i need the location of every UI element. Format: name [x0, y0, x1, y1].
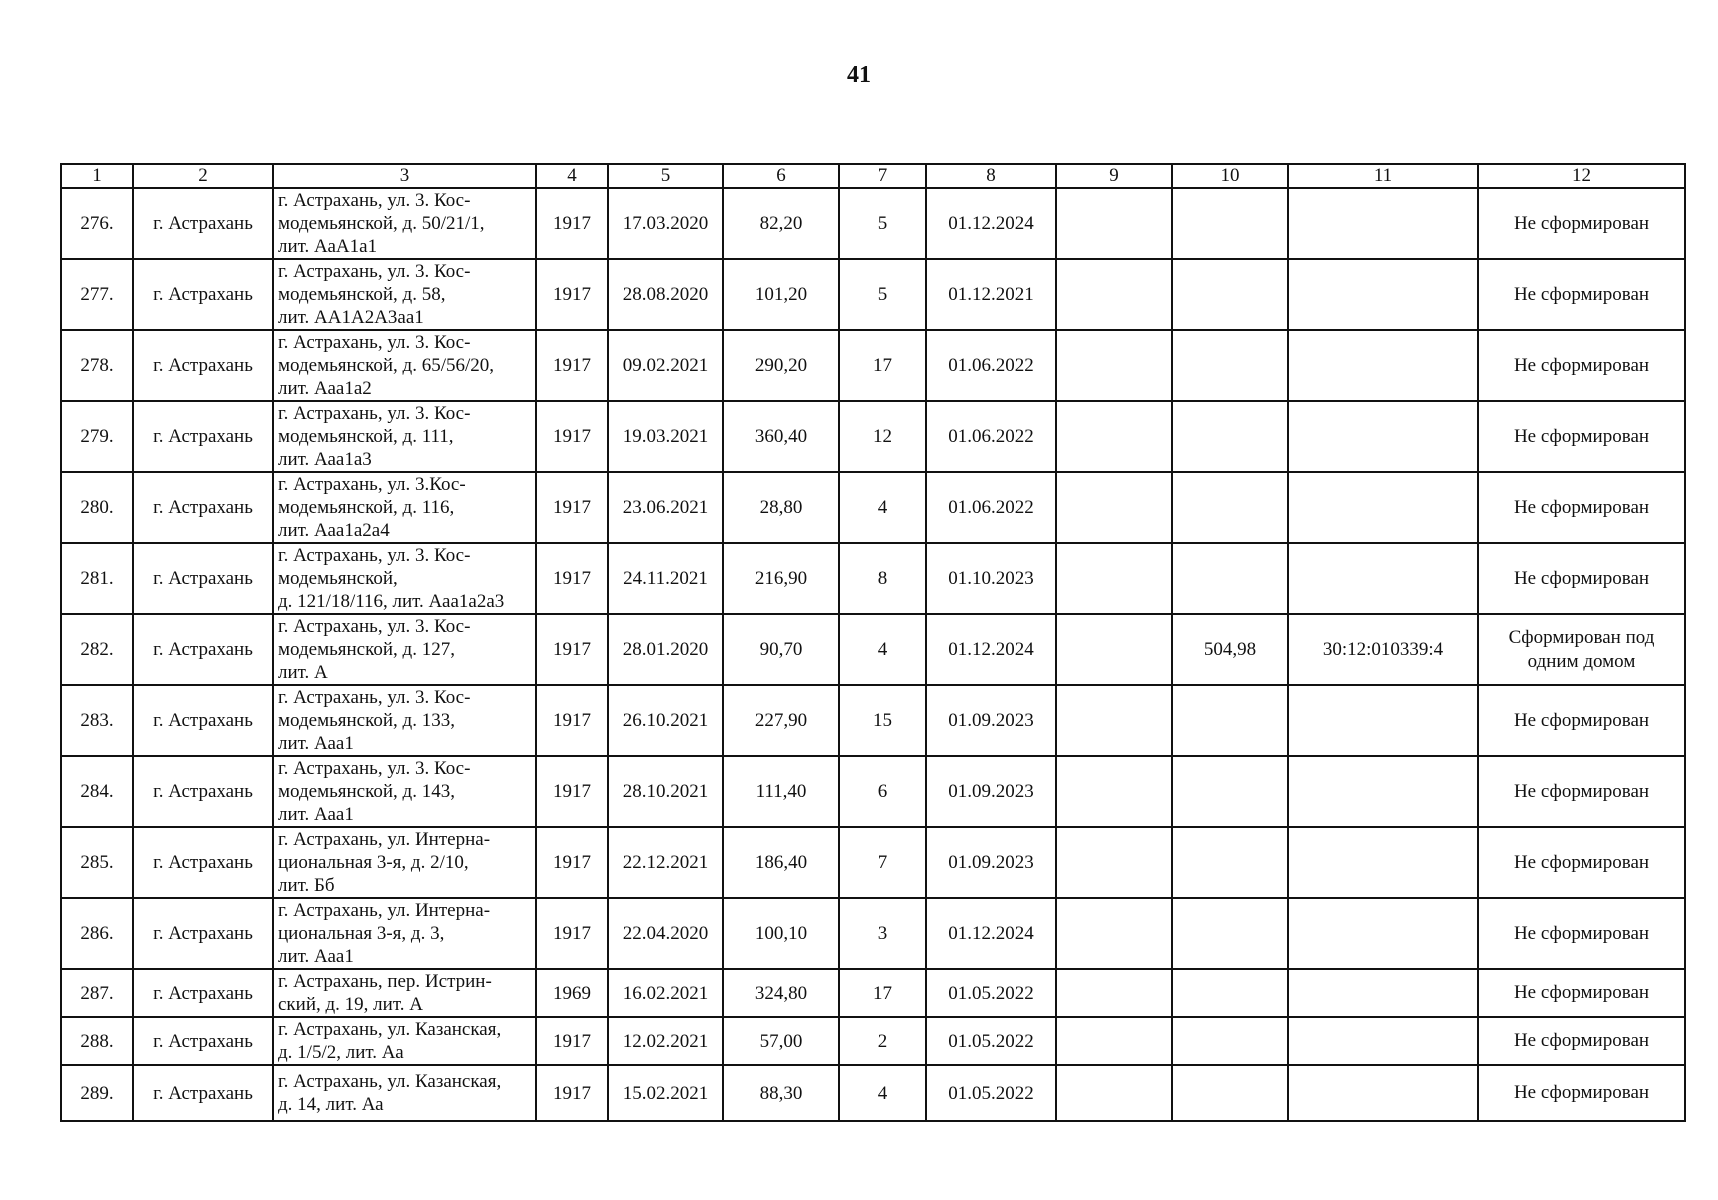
- count-cell: 8: [839, 543, 926, 614]
- status-cell: Сформирован под одним домом: [1478, 614, 1685, 685]
- row-number-cell: 277.: [61, 259, 133, 330]
- cadastral-number-cell: 30:12:010339:4: [1288, 614, 1478, 685]
- area-cell: 324,80: [723, 969, 839, 1017]
- count-cell: 15: [839, 685, 926, 756]
- status-cell: Не сформирован: [1478, 756, 1685, 827]
- city-cell: г. Астрахань: [133, 330, 273, 401]
- land-area-cell: [1172, 188, 1288, 259]
- year-cell: 1917: [536, 1065, 608, 1121]
- column-header-11: 11: [1288, 164, 1478, 188]
- city-cell: г. Астрахань: [133, 756, 273, 827]
- deadline-cell: 01.12.2024: [926, 898, 1056, 969]
- cadastral-number-cell: [1288, 827, 1478, 898]
- deadline-cell: 01.06.2022: [926, 330, 1056, 401]
- column-9-cell: [1056, 685, 1172, 756]
- city-cell: г. Астрахань: [133, 543, 273, 614]
- column-header-7: 7: [839, 164, 926, 188]
- column-header-12: 12: [1478, 164, 1685, 188]
- area-cell: 88,30: [723, 1065, 839, 1121]
- column-header-2: 2: [133, 164, 273, 188]
- area-cell: 111,40: [723, 756, 839, 827]
- land-area-cell: [1172, 1065, 1288, 1121]
- land-area-cell: [1172, 756, 1288, 827]
- column-9-cell: [1056, 401, 1172, 472]
- year-cell: 1917: [536, 259, 608, 330]
- table-row: [61, 259, 1685, 330]
- row-number-cell: 283.: [61, 685, 133, 756]
- cadastral-number-cell: [1288, 188, 1478, 259]
- status-cell: Не сформирован: [1478, 401, 1685, 472]
- city-cell: г. Астрахань: [133, 401, 273, 472]
- address-cell: г. Астрахань, пер. Истрин- ский, д. 19, лит. А: [273, 969, 536, 1017]
- deadline-cell: 01.09.2023: [926, 756, 1056, 827]
- column-header-5: 5: [608, 164, 723, 188]
- column-9-cell: [1056, 472, 1172, 543]
- address-cell: г. Астрахань, ул. Интерна- циональная 3-я, д. 3, лит. Ааа1: [273, 898, 536, 969]
- year-cell: 1917: [536, 543, 608, 614]
- status-cell: Не сформирован: [1478, 330, 1685, 401]
- cadastral-number-cell: [1288, 756, 1478, 827]
- count-cell: 6: [839, 756, 926, 827]
- column-9-cell: [1056, 969, 1172, 1017]
- count-cell: 12: [839, 401, 926, 472]
- row-number-cell: 281.: [61, 543, 133, 614]
- cadastral-number-cell: [1288, 1017, 1478, 1065]
- row-number-cell: 289.: [61, 1065, 133, 1121]
- date-cell: 09.02.2021: [608, 330, 723, 401]
- row-number-cell: 280.: [61, 472, 133, 543]
- table-row: [61, 1065, 1685, 1121]
- column-9-cell: [1056, 330, 1172, 401]
- year-cell: 1917: [536, 827, 608, 898]
- table-row: [61, 188, 1685, 259]
- date-cell: 28.08.2020: [608, 259, 723, 330]
- row-number-cell: 288.: [61, 1017, 133, 1065]
- date-cell: 22.04.2020: [608, 898, 723, 969]
- deadline-cell: 01.12.2021: [926, 259, 1056, 330]
- date-cell: 26.10.2021: [608, 685, 723, 756]
- column-header-8: 8: [926, 164, 1056, 188]
- land-area-cell: [1172, 330, 1288, 401]
- deadline-cell: 01.10.2023: [926, 543, 1056, 614]
- row-number-cell: 278.: [61, 330, 133, 401]
- cadastral-number-cell: [1288, 685, 1478, 756]
- address-cell: г. Астрахань, ул. Казанская, д. 1/5/2, лит. Аа: [273, 1017, 536, 1065]
- table-row: [61, 827, 1685, 898]
- housing-registry-table: [60, 163, 1686, 1122]
- table-row: [61, 543, 1685, 614]
- column-9-cell: [1056, 188, 1172, 259]
- date-cell: 15.02.2021: [608, 1065, 723, 1121]
- city-cell: г. Астрахань: [133, 969, 273, 1017]
- count-cell: 3: [839, 898, 926, 969]
- year-cell: 1917: [536, 401, 608, 472]
- cadastral-number-cell: [1288, 898, 1478, 969]
- address-cell: г. Астрахань, ул. 3. Кос- модемьянской, д. 121/18/116, лит. Ааа1а2а3: [273, 543, 536, 614]
- area-cell: 100,10: [723, 898, 839, 969]
- area-cell: 227,90: [723, 685, 839, 756]
- year-cell: 1917: [536, 188, 608, 259]
- area-cell: 290,20: [723, 330, 839, 401]
- cadastral-number-cell: [1288, 1065, 1478, 1121]
- year-cell: 1917: [536, 614, 608, 685]
- column-9-cell: [1056, 898, 1172, 969]
- cadastral-number-cell: [1288, 472, 1478, 543]
- row-number-cell: 284.: [61, 756, 133, 827]
- count-cell: 4: [839, 472, 926, 543]
- address-cell: г. Астрахань, ул. 3. Кос- модемьянской, д. 50/21/1, лит. АаА1а1: [273, 188, 536, 259]
- year-cell: 1917: [536, 685, 608, 756]
- date-cell: 17.03.2020: [608, 188, 723, 259]
- count-cell: 5: [839, 188, 926, 259]
- land-area-cell: [1172, 1017, 1288, 1065]
- status-cell: Не сформирован: [1478, 969, 1685, 1017]
- address-cell: г. Астрахань, ул. Интерна- циональная 3-я, д. 2/10, лит. Бб: [273, 827, 536, 898]
- table-row: [61, 1017, 1685, 1065]
- status-cell: Не сформирован: [1478, 685, 1685, 756]
- date-cell: 24.11.2021: [608, 543, 723, 614]
- cadastral-number-cell: [1288, 543, 1478, 614]
- table-row: [61, 898, 1685, 969]
- address-cell: г. Астрахань, ул. 3.Кос- модемьянской, д. 116, лит. Ааа1а2а4: [273, 472, 536, 543]
- column-header-6: 6: [723, 164, 839, 188]
- column-9-cell: [1056, 756, 1172, 827]
- cadastral-number-cell: [1288, 259, 1478, 330]
- area-cell: 186,40: [723, 827, 839, 898]
- column-9-cell: [1056, 827, 1172, 898]
- land-area-cell: [1172, 543, 1288, 614]
- row-number-cell: 287.: [61, 969, 133, 1017]
- deadline-cell: 01.09.2023: [926, 685, 1056, 756]
- count-cell: 4: [839, 614, 926, 685]
- area-cell: 57,00: [723, 1017, 839, 1065]
- land-area-cell: [1172, 827, 1288, 898]
- address-cell: г. Астрахань, ул. 3. Кос- модемьянской, д. 58, лит. АА1А2А3аа1: [273, 259, 536, 330]
- city-cell: г. Астрахань: [133, 685, 273, 756]
- row-number-cell: 279.: [61, 401, 133, 472]
- column-header-10: 10: [1172, 164, 1288, 188]
- table-row: [61, 614, 1685, 685]
- date-cell: 12.02.2021: [608, 1017, 723, 1065]
- area-cell: 28,80: [723, 472, 839, 543]
- date-cell: 19.03.2021: [608, 401, 723, 472]
- date-cell: 16.02.2021: [608, 969, 723, 1017]
- city-cell: г. Астрахань: [133, 259, 273, 330]
- row-number-cell: 276.: [61, 188, 133, 259]
- date-cell: 22.12.2021: [608, 827, 723, 898]
- address-cell: г. Астрахань, ул. 3. Кос- модемьянской, д. 111, лит. Ааа1а3: [273, 401, 536, 472]
- deadline-cell: 01.12.2024: [926, 188, 1056, 259]
- land-area-cell: [1172, 898, 1288, 969]
- column-9-cell: [1056, 614, 1172, 685]
- deadline-cell: 01.06.2022: [926, 472, 1056, 543]
- count-cell: 2: [839, 1017, 926, 1065]
- status-cell: Не сформирован: [1478, 898, 1685, 969]
- date-cell: 28.10.2021: [608, 756, 723, 827]
- column-9-cell: [1056, 259, 1172, 330]
- land-area-cell: 504,98: [1172, 614, 1288, 685]
- column-header-4: 4: [536, 164, 608, 188]
- deadline-cell: 01.12.2024: [926, 614, 1056, 685]
- status-cell: Не сформирован: [1478, 259, 1685, 330]
- column-number-row: [61, 164, 1685, 188]
- table-body: [61, 188, 1685, 1121]
- table-row: [61, 330, 1685, 401]
- city-cell: г. Астрахань: [133, 188, 273, 259]
- page-number: 41: [847, 62, 871, 88]
- address-cell: г. Астрахань, ул. 3. Кос- модемьянской, д. 143, лит. Ааа1: [273, 756, 536, 827]
- deadline-cell: 01.06.2022: [926, 401, 1056, 472]
- cadastral-number-cell: [1288, 330, 1478, 401]
- status-cell: Не сформирован: [1478, 543, 1685, 614]
- deadline-cell: 01.05.2022: [926, 1065, 1056, 1121]
- land-area-cell: [1172, 401, 1288, 472]
- address-cell: г. Астрахань, ул. 3. Кос- модемьянской, д. 65/56/20, лит. Ааа1а2: [273, 330, 536, 401]
- land-area-cell: [1172, 259, 1288, 330]
- city-cell: г. Астрахань: [133, 827, 273, 898]
- year-cell: 1969: [536, 969, 608, 1017]
- status-cell: Не сформирован: [1478, 188, 1685, 259]
- count-cell: 5: [839, 259, 926, 330]
- area-cell: 90,70: [723, 614, 839, 685]
- deadline-cell: 01.05.2022: [926, 969, 1056, 1017]
- column-9-cell: [1056, 1065, 1172, 1121]
- area-cell: 101,20: [723, 259, 839, 330]
- column-9-cell: [1056, 1017, 1172, 1065]
- city-cell: г. Астрахань: [133, 1065, 273, 1121]
- year-cell: 1917: [536, 1017, 608, 1065]
- address-cell: г. Астрахань, ул. 3. Кос- модемьянской, д. 127, лит. А: [273, 614, 536, 685]
- date-cell: 28.01.2020: [608, 614, 723, 685]
- status-cell: Не сформирован: [1478, 1017, 1685, 1065]
- table-row: [61, 685, 1685, 756]
- address-cell: г. Астрахань, ул. Казанская, д. 14, лит. Аа: [273, 1065, 536, 1121]
- city-cell: г. Астрахань: [133, 472, 273, 543]
- count-cell: 17: [839, 969, 926, 1017]
- area-cell: 216,90: [723, 543, 839, 614]
- deadline-cell: 01.05.2022: [926, 1017, 1056, 1065]
- count-cell: 17: [839, 330, 926, 401]
- status-cell: Не сформирован: [1478, 1065, 1685, 1121]
- column-header-9: 9: [1056, 164, 1172, 188]
- city-cell: г. Астрахань: [133, 898, 273, 969]
- column-header-1: 1: [61, 164, 133, 188]
- year-cell: 1917: [536, 898, 608, 969]
- year-cell: 1917: [536, 756, 608, 827]
- table-row: [61, 401, 1685, 472]
- count-cell: 4: [839, 1065, 926, 1121]
- land-area-cell: [1172, 685, 1288, 756]
- date-cell: 23.06.2021: [608, 472, 723, 543]
- row-number-cell: 285.: [61, 827, 133, 898]
- table-row: [61, 969, 1685, 1017]
- area-cell: 360,40: [723, 401, 839, 472]
- year-cell: 1917: [536, 472, 608, 543]
- row-number-cell: 282.: [61, 614, 133, 685]
- row-number-cell: 286.: [61, 898, 133, 969]
- count-cell: 7: [839, 827, 926, 898]
- land-area-cell: [1172, 969, 1288, 1017]
- area-cell: 82,20: [723, 188, 839, 259]
- table-row: [61, 472, 1685, 543]
- status-cell: Не сформирован: [1478, 827, 1685, 898]
- land-area-cell: [1172, 472, 1288, 543]
- cadastral-number-cell: [1288, 969, 1478, 1017]
- deadline-cell: 01.09.2023: [926, 827, 1056, 898]
- city-cell: г. Астрахань: [133, 614, 273, 685]
- column-header-3: 3: [273, 164, 536, 188]
- city-cell: г. Астрахань: [133, 1017, 273, 1065]
- column-9-cell: [1056, 543, 1172, 614]
- address-cell: г. Астрахань, ул. 3. Кос- модемьянской, д. 133, лит. Ааа1: [273, 685, 536, 756]
- year-cell: 1917: [536, 330, 608, 401]
- table-row: [61, 756, 1685, 827]
- cadastral-number-cell: [1288, 401, 1478, 472]
- status-cell: Не сформирован: [1478, 472, 1685, 543]
